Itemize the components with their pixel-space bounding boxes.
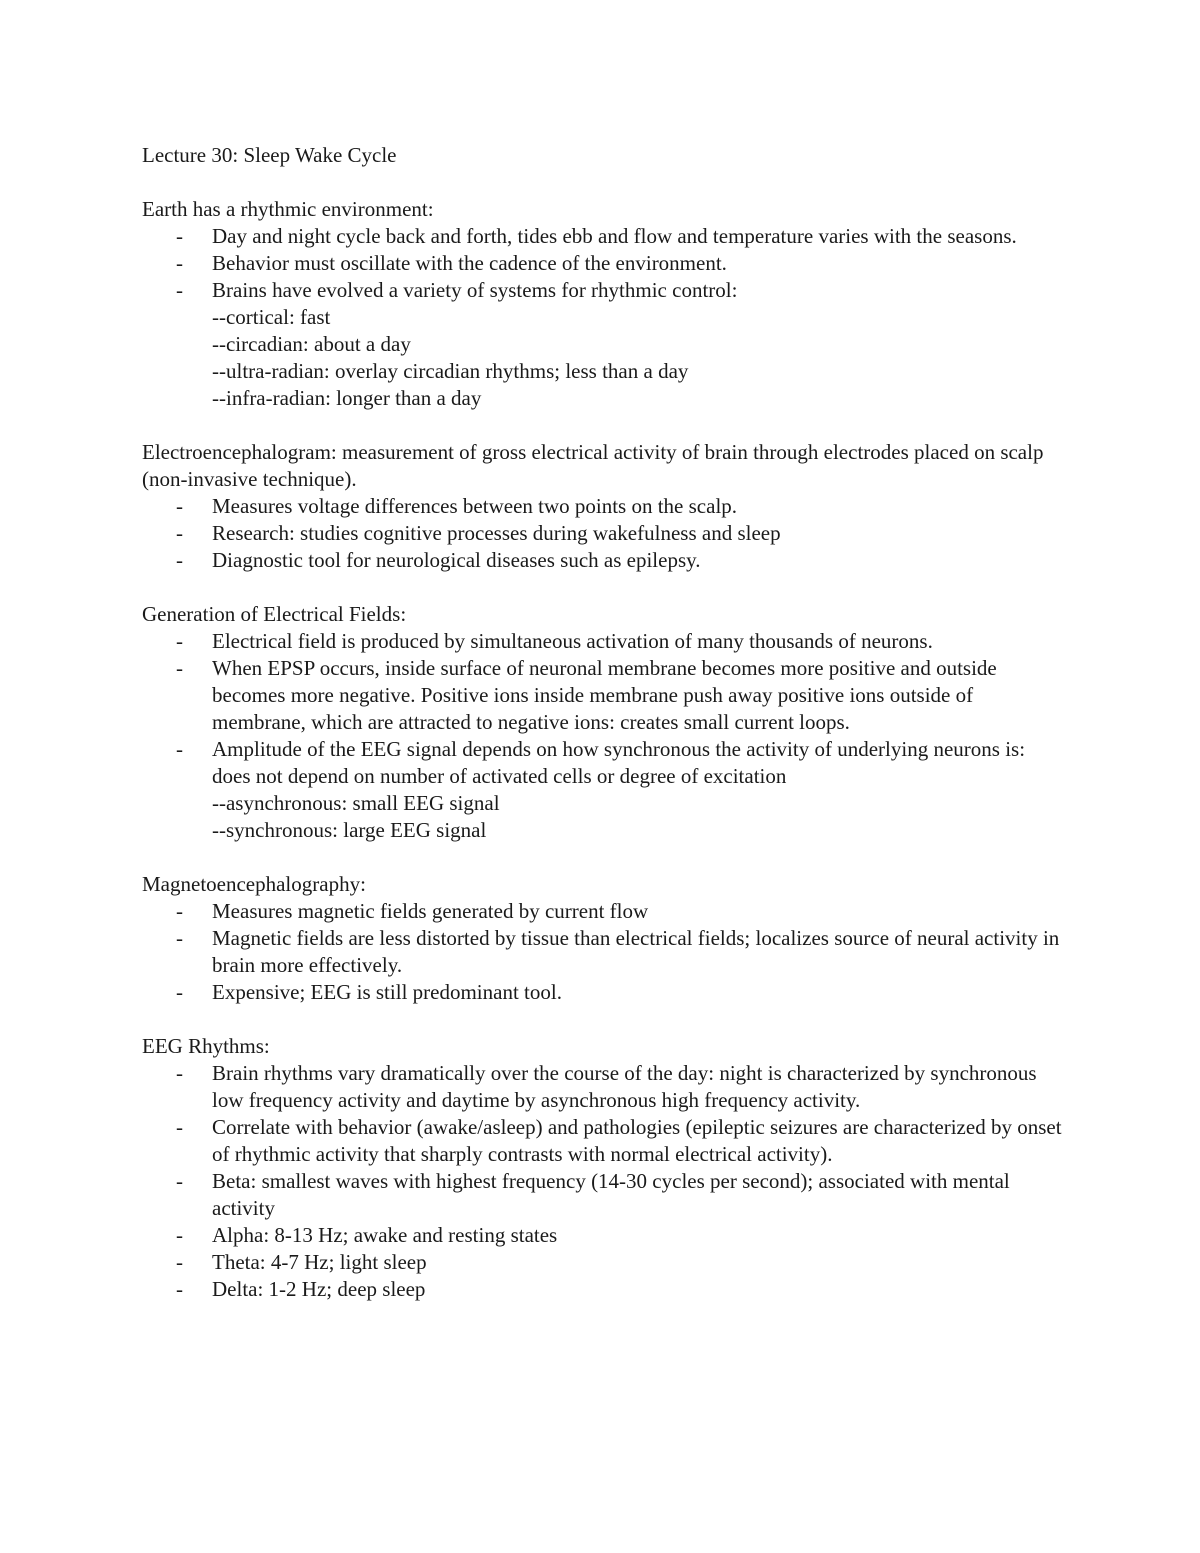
- bullet-item: [142, 925, 1065, 979]
- bullet-text: Expensive; EEG is still predominant tool.: [212, 980, 562, 1004]
- dash-marker: -: [176, 899, 183, 923]
- bullet-text: Delta: 1-2 Hz; deep sleep: [212, 1277, 426, 1301]
- dash-marker: -: [176, 737, 183, 761]
- dash-marker: -: [176, 521, 183, 545]
- bullet-text: Brain rhythms vary dramatically over the course of the day: night is characterized by synchronous low frequency activity and daytime by asynchronous high frequency activity.: [212, 1061, 1042, 1112]
- section-rhythmic-environment: [142, 196, 1062, 412]
- bullet-text: Alpha: 8-13 Hz; awake and resting states: [212, 1223, 558, 1247]
- bullet-item: [142, 493, 1062, 520]
- bullet-text: Magnetic fields are less distorted by tissue than electrical fields; localizes source of neural activity in brain more effectively.: [212, 926, 1065, 977]
- sub-item: --synchronous: large EEG signal: [212, 818, 487, 842]
- section-magnetoencephalography: [142, 871, 1065, 1006]
- section-heading: Electroencephalogram: measurement of gross electrical activity of brain through electrodes placed on scalp (non-invasive technique).: [142, 440, 1049, 491]
- dash-marker: -: [176, 656, 183, 680]
- bullet-item: [142, 1276, 1062, 1303]
- bullet-text: Measures voltage differences between two points on the scalp.: [212, 494, 738, 518]
- dash-marker: -: [176, 1115, 183, 1139]
- section-electroencephalogram: [142, 439, 1062, 574]
- bullet-text: Brains have evolved a variety of systems for rhythmic control:: [212, 278, 738, 302]
- section-heading: Magnetoencephalography:: [142, 872, 366, 896]
- sub-item: --ultra-radian: overlay circadian rhythms; less than a day: [212, 359, 689, 383]
- bullet-item: [142, 520, 1062, 547]
- bullet-text: Behavior must oscillate with the cadence of the environment.: [212, 251, 727, 275]
- bullet-item: [142, 250, 1062, 277]
- sub-item: --infra-radian: longer than a day: [212, 386, 482, 410]
- dash-marker: -: [176, 980, 183, 1004]
- bullet-item: [142, 277, 1062, 304]
- bullet-item: [142, 1249, 1062, 1276]
- bullet-item: [142, 223, 1062, 250]
- dash-marker: -: [176, 278, 183, 302]
- bullet-item: [142, 898, 1062, 925]
- bullet-text: Diagnostic tool for neurological diseases such as epilepsy.: [212, 548, 701, 572]
- bullet-item: [142, 1222, 1062, 1249]
- dash-marker: -: [176, 548, 183, 572]
- dash-marker: -: [176, 1061, 183, 1085]
- section-heading: EEG Rhythms:: [142, 1034, 270, 1058]
- bullet-item: [142, 547, 1062, 574]
- bullet-text: Electrical field is produced by simultaneous activation of many thousands of neurons.: [212, 629, 933, 653]
- bullet-text: Measures magnetic fields generated by current flow: [212, 899, 649, 923]
- bullet-text: When EPSP occurs, inside surface of neuronal membrane becomes more positive and outside becomes more negative. Positive ions inside membrane push away positive ions outside of membrane, which are attracted to negative ions: creates small current loops.: [212, 656, 1003, 734]
- dash-marker: -: [176, 926, 183, 950]
- bullet-item: [142, 1060, 1062, 1114]
- sub-item: --asynchronous: small EEG signal: [212, 791, 500, 815]
- document-page: [142, 142, 1067, 1303]
- dash-marker: -: [176, 251, 183, 275]
- section-heading: Generation of Electrical Fields:: [142, 602, 407, 626]
- dash-marker: -: [176, 1169, 183, 1193]
- bullet-text: Correlate with behavior (awake/asleep) and pathologies (epileptic seizures are characterized by onset of rhythmic activity that sharply contrasts with normal electrical activity).: [212, 1115, 1067, 1166]
- sub-item: --cortical: fast: [212, 305, 331, 329]
- bullet-item: [142, 655, 1062, 736]
- dash-marker: -: [176, 494, 183, 518]
- bullet-item: [142, 628, 1062, 655]
- bullet-item: [142, 736, 1062, 790]
- bullet-item: [142, 979, 1062, 1006]
- bullet-text: Beta: smallest waves with highest frequency (14-30 cycles per second); associated with mental activity: [212, 1169, 1016, 1220]
- dash-marker: -: [176, 629, 183, 653]
- section-heading: Earth has a rhythmic environment:: [142, 197, 434, 221]
- bullet-item: [142, 1114, 1067, 1168]
- page-title: Lecture 30: Sleep Wake Cycle: [142, 143, 397, 167]
- sub-item: --circadian: about a day: [212, 332, 411, 356]
- dash-marker: -: [176, 1250, 183, 1274]
- bullet-text: Amplitude of the EEG signal depends on how synchronous the activity of underlying neurons is: does not depend on number of activated cells or degree of excitation: [212, 737, 1031, 788]
- section-electrical-fields: [142, 601, 1062, 844]
- bullet-text: Theta: 4-7 Hz; light sleep: [212, 1250, 427, 1274]
- dash-marker: -: [176, 1277, 183, 1301]
- dash-marker: -: [176, 224, 183, 248]
- bullet-text: Research: studies cognitive processes during wakefulness and sleep: [212, 521, 781, 545]
- dash-marker: -: [176, 1223, 183, 1247]
- bullet-item: [142, 1168, 1062, 1222]
- bullet-text: Day and night cycle back and forth, tides ebb and flow and temperature varies with the seasons.: [212, 224, 1017, 248]
- section-eeg-rhythms: [142, 1033, 1067, 1303]
